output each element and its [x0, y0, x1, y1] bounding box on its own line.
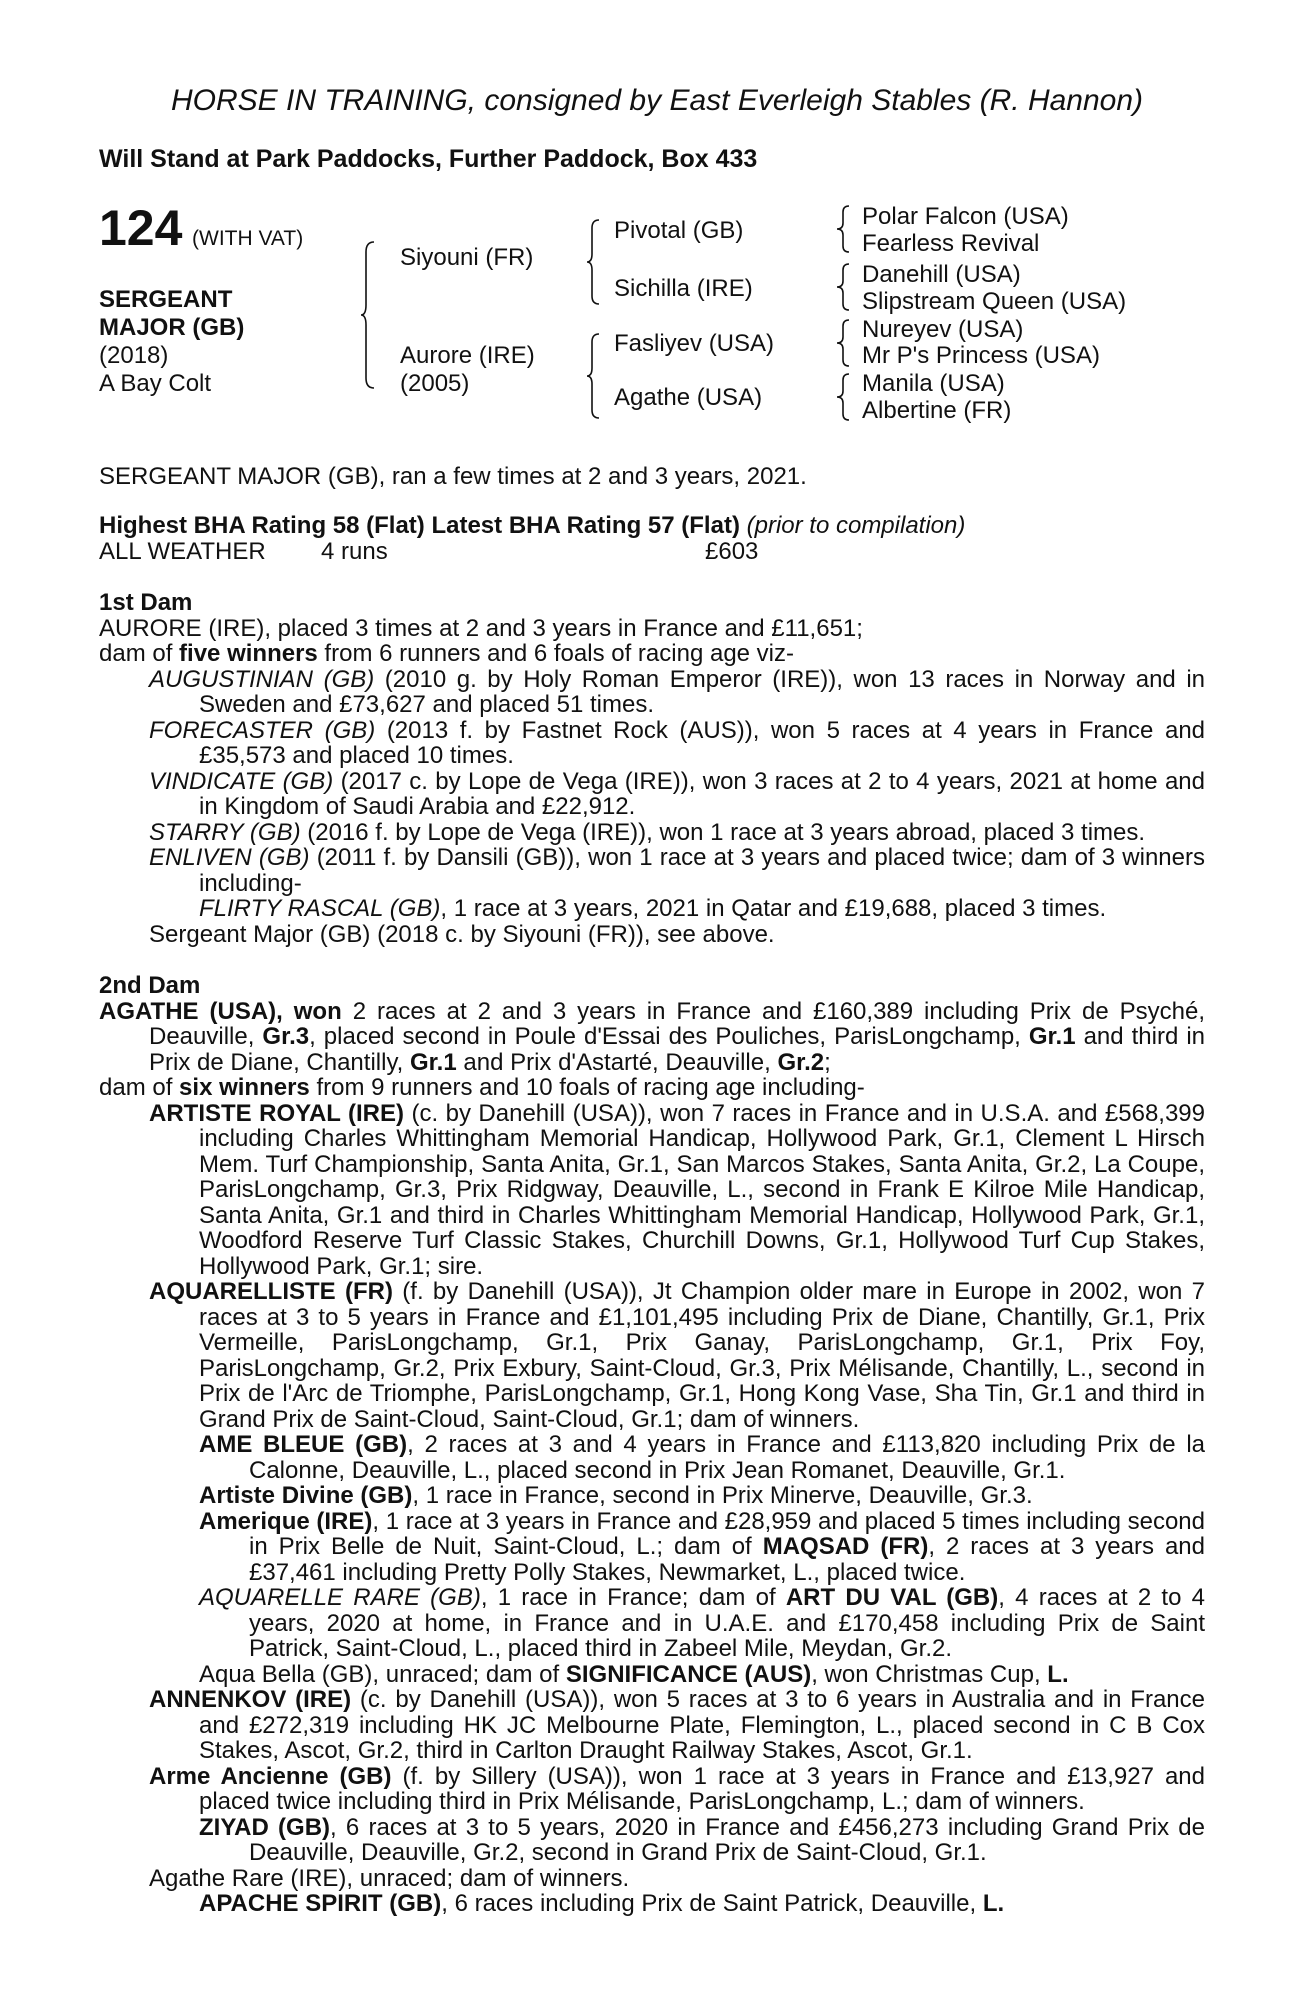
produce-name: Artiste Divine (GB)	[199, 1482, 413, 1509]
produce-text: (f. by Sillery (USA)), won 1 race at 3 years in France and £13,927 and placed twice including third in Prix Mélisande, ParisLongchamp, L.; dam of winners.	[199, 1762, 1206, 1815]
grade-label: L.	[982, 1890, 1005, 1917]
produce-name: VINDICATE (GB)	[149, 767, 334, 795]
great-grandsire-4: Manila (USA)	[862, 370, 1005, 397]
great-grandsire-2: Danehill (USA)	[862, 261, 1021, 288]
produce-text: , 6 races at 3 to 5 years, 2020 in France and £456,273 including Grand Prix de Deauville, Deauville, Gr.2, second in Grand Prix de Saint-Cloud, Gr.1.	[249, 1813, 1205, 1866]
second-dam-produce-intro	[99, 1075, 1205, 1101]
gd2-brace	[836, 372, 854, 422]
sire-dam-brace	[360, 240, 380, 390]
record-text: 2 races at 2 and 3 years in France and £160,389 including Prix de Psyché, Deauville,	[149, 997, 1206, 1050]
sire: Siyouni (FR)	[400, 244, 534, 271]
produce-text: (2017 c. by Lope de Vega (IRE)), won 3 races at 2 to 4 years, 2021 at home and in Kingdom of Saudi Arabia and £22,912.	[199, 767, 1206, 820]
all-weather-record	[99, 539, 1205, 565]
dam-of-text: dam of	[99, 1074, 180, 1101]
dam-brace	[586, 332, 604, 420]
produce-entry	[149, 1687, 1205, 1764]
horse-year: (2018)	[99, 342, 169, 369]
produce-text: (2016 f. by Lope de Vega (IRE)), won 1 race at 3 years abroad, placed 3 times.	[300, 818, 1146, 846]
gd1-brace	[836, 262, 854, 312]
produce-text: (c. by Danehill (USA)), won 7 races in France and in U.S.A. and £568,399 including Charles Whittingham Memorial Handicap, Hollywood Park, Gr.1, Clement L Hirsch Mem. Turf Championship, Santa Anita, Gr.1, San Marcos Stakes, Santa Anita, Gr.2, La Coupe, ParisLongchamp, Gr.3, Prix Ridgway, Deauville, L., second in Frank E Kilroe Mile Handicap, Santa Anita, Gr.1 and third in Charles Whittingham Memorial Handicap, Hollywood Park, Gr.1, Woodford Reserve Turf Classic Stakes, Churchill Downs, Gr.1, Hollywood Turf Cup Stakes, Hollywood Park, Gr.1; sire.	[199, 1099, 1206, 1280]
race-summary: SERGEANT MAJOR (GB), ran a few times at 2 and 3 years, 2021.	[99, 463, 807, 490]
stand-location: Will Stand at Park Paddocks, Further Paddock, Box 433	[99, 145, 758, 173]
bha-rating	[99, 513, 1205, 539]
dam-of-rest: from 9 runners and 10 foals of racing age including-	[309, 1074, 865, 1101]
produce-entry	[149, 667, 1205, 718]
gs2-brace	[836, 318, 854, 368]
produce-entry	[199, 1585, 1205, 1662]
produce-entry: Sergeant Major (GB) (2018 c. by Siyouni (FR)), see above.	[149, 920, 775, 948]
second-dam-name: AGATHE (USA)	[99, 997, 277, 1025]
produce-text: (2011 f. by Dansili (GB)), won 1 race at 3 years and placed twice; dam of 3 winners including-	[199, 844, 1205, 897]
produce-text: (f. by Danehill (USA)), Jt Champion older mare in Europe in 2002, won 7 races at 3 to 5 years in France and £1,101,495 including Prix de Diane, Chantilly, Gr.1, Prix Vermeille, ParisLongchamp, Gr.1, Prix Ganay, ParisLongchamp, Gr.1, Prix Foy, ParisLongchamp, Gr.2, Prix Exbury, Saint-Cloud, Gr.3, Prix Mélisande, Chantilly, L., second in Prix de l'Arc de Triomphe, ParisLongchamp, Gr.1, Hong Kong Vase, Sha Tin, Gr.1 and third in Grand Prix de Saint-Cloud, Saint-Cloud, Gr.1; dam of winners.	[199, 1278, 1206, 1433]
dam-of-rest: from 6 runners and 6 foals of racing age viz-	[317, 640, 795, 667]
dam: Aurore (IRE)	[400, 342, 535, 369]
produce-text: , 2 races at 3 and 4 years in France and £113,820 including Prix de la Calonne, Deauville, L., placed second in Prix Jean Romanet, Deauville, Gr.1.	[249, 1431, 1206, 1484]
great-grandsire-1: Polar Falcon (USA)	[862, 203, 1069, 230]
grade-label: Gr.1	[410, 1048, 457, 1076]
page-title: HORSE IN TRAINING, consigned by East Everleigh Stables (R. Hannon)	[170, 84, 1144, 117]
first-dam-section	[99, 590, 1205, 947]
produce-entry	[199, 1662, 1205, 1688]
produce-entry	[199, 1891, 1205, 1917]
dam-year: (2005)	[400, 370, 470, 397]
produce-entry	[149, 1101, 1205, 1280]
produce-name: ANNENKOV (IRE)	[149, 1686, 352, 1713]
record-text: and third in Prix de Diane, Chantilly,	[149, 1023, 1206, 1076]
horse-name	[99, 286, 299, 342]
great-granddam-4: Albertine (FR)	[862, 397, 1012, 424]
vat-note: (WITH VAT)	[192, 227, 304, 250]
produce-name: Amerique (IRE)	[199, 1507, 373, 1535]
great-granddam-3: Mr P's Princess (USA)	[862, 342, 1100, 369]
sire-of-dam: Fasliyev (USA)	[614, 330, 775, 357]
produce-entry	[199, 1432, 1205, 1483]
produce-text: , 1 race in France; dam of	[480, 1584, 786, 1611]
produce-entry	[199, 1509, 1205, 1586]
produce-name: FLIRTY RASCAL (GB)	[199, 895, 441, 922]
produce-entry: Agathe Rare (IRE), unraced; dam of winners.	[149, 1864, 630, 1892]
dam-of-dam: Agathe (USA)	[614, 384, 763, 411]
great-granddam-2: Slipstream Queen (USA)	[862, 288, 1127, 315]
produce-text: , 2 races at 3 years and £37,461 including Pretty Polly Stakes, Newmarket, L., placed twice.	[249, 1533, 1206, 1586]
dam-of-sire: Sichilla (IRE)	[614, 275, 753, 302]
produce-name: AQUARELLISTE (FR)	[149, 1278, 393, 1305]
bha-rating-note: (prior to compilation)	[746, 512, 966, 539]
produce-entry	[149, 769, 1205, 820]
dam-of-text: dam of	[99, 640, 180, 667]
produce-name: STARRY (GB)	[149, 818, 301, 846]
produce-name: AQUARELLE RARE (GB)	[199, 1584, 481, 1611]
produce-text: (2013 f. by Fastnet Rock (AUS)), won 5 races at 4 years in France and £35,573 and placed 10 times.	[199, 716, 1206, 769]
produce-name: ZIYAD (GB)	[199, 1813, 331, 1841]
produce-name: APACHE SPIRIT (GB)	[199, 1890, 442, 1917]
dam-of-count: six winners	[179, 1074, 310, 1101]
record-text: ;	[824, 1048, 831, 1076]
grade-label: Gr.2	[777, 1048, 825, 1076]
aw-label: ALL WEATHER	[99, 538, 266, 565]
second-dam-record	[99, 999, 1205, 1076]
produce-name: Arme Ancienne (GB)	[149, 1762, 392, 1790]
produce-name: FORECASTER (GB)	[149, 716, 376, 744]
produce-entry	[149, 718, 1205, 769]
great-granddam-1: Fearless Revival	[862, 230, 1040, 257]
second-dam-section	[99, 973, 1205, 1917]
sire-brace	[586, 218, 604, 306]
produce-name: ARTISTE ROYAL (IRE)	[149, 1099, 404, 1127]
produce-text: Aqua Bella (GB), unraced; dam of	[199, 1660, 566, 1688]
produce-text: , 4 races at 2 to 4 years, 2020 at home, in France and in U.A.E. and £170,458 including Prix de Saint Patrick, Saint-Cloud, L., placed third in Zabeel Mile, Meydan, Gr.2.	[249, 1584, 1206, 1662]
produce-text: , 1 race at 3 years in France and £28,959 and placed 5 times including second in Prix Belle de Nuit, Saint-Cloud, L.; dam of	[249, 1507, 1206, 1560]
produce-name: SIGNIFICANCE (AUS)	[565, 1660, 812, 1688]
produce-name: AME BLEUE (GB)	[199, 1431, 408, 1458]
produce-entry	[199, 1483, 1205, 1509]
produce-name: ART DU VAL (GB)	[785, 1584, 999, 1611]
bha-rating-text: Highest BHA Rating 58 (Flat) Latest BHA Rating 57 (Flat)	[99, 512, 740, 539]
produce-name: AUGUSTINIAN (GB)	[149, 665, 375, 693]
produce-entry	[149, 1279, 1205, 1432]
won-word: , won	[276, 997, 342, 1025]
produce-text: , 1 race at 3 years, 2021 in Qatar and £19,688, placed 3 times.	[440, 895, 1107, 922]
first-dam-produce-intro	[99, 641, 1205, 667]
first-dam-line: AURORE (IRE), placed 3 times at 2 and 3 years in France and £11,651;	[99, 614, 863, 642]
aw-prize: £603	[705, 538, 759, 565]
horse-name-line1: SERGEANT	[99, 286, 233, 313]
produce-entry	[199, 1815, 1205, 1866]
lot-number: 124	[99, 200, 183, 256]
gs1-brace	[836, 204, 854, 254]
produce-name: MAQSAD (FR)	[762, 1533, 929, 1560]
produce-text: , 1 race in France, second in Prix Minerve, Deauville, Gr.3.	[412, 1482, 1033, 1509]
produce-text: , 6 races including Prix de Saint Patrick, Deauville,	[441, 1890, 983, 1917]
aw-runs: 4 runs	[321, 538, 388, 565]
second-dam-heading: 2nd Dam	[99, 972, 201, 999]
horse-description: A Bay Colt	[99, 370, 212, 397]
record-text: and Prix d'Astarté, Deauville,	[456, 1048, 778, 1076]
produce-name: ENLIVEN (GB)	[149, 844, 310, 871]
produce-entry	[199, 896, 1205, 922]
first-dam-heading: 1st Dam	[99, 589, 193, 616]
produce-entry	[149, 820, 1205, 846]
produce-entry	[149, 845, 1205, 896]
produce-text: (c. by Danehill (USA)), won 5 races at 3 to 6 years in Australia and in France and £272,319 including HK JC Melbourne Plate, Flemington, L., placed second in C B Cox Stakes, Ascot, Gr.2, third in Carlton Draught Railway Stakes, Ascot, Gr.1.	[199, 1686, 1205, 1764]
sire-of-sire: Pivotal (GB)	[614, 217, 744, 244]
produce-entry	[149, 1764, 1205, 1815]
produce-text: (2010 g. by Holy Roman Emperor (IRE)), won 13 races in Norway and in Sweden and £73,627 and placed 51 times.	[199, 665, 1205, 718]
dam-of-count: five winners	[179, 640, 318, 667]
horse-name-line2: MAJOR (GB)	[99, 314, 245, 341]
grade-label: Gr.3	[262, 1023, 310, 1050]
grade-label: Gr.1	[1028, 1023, 1076, 1050]
record-text: , placed second in Poule d'Essai des Pouliches, ParisLongchamp,	[309, 1023, 1029, 1050]
great-grandsire-3: Nureyev (USA)	[862, 316, 1024, 343]
produce-text: , won Christmas Cup,	[811, 1660, 1048, 1688]
grade-label: L.	[1047, 1660, 1069, 1688]
